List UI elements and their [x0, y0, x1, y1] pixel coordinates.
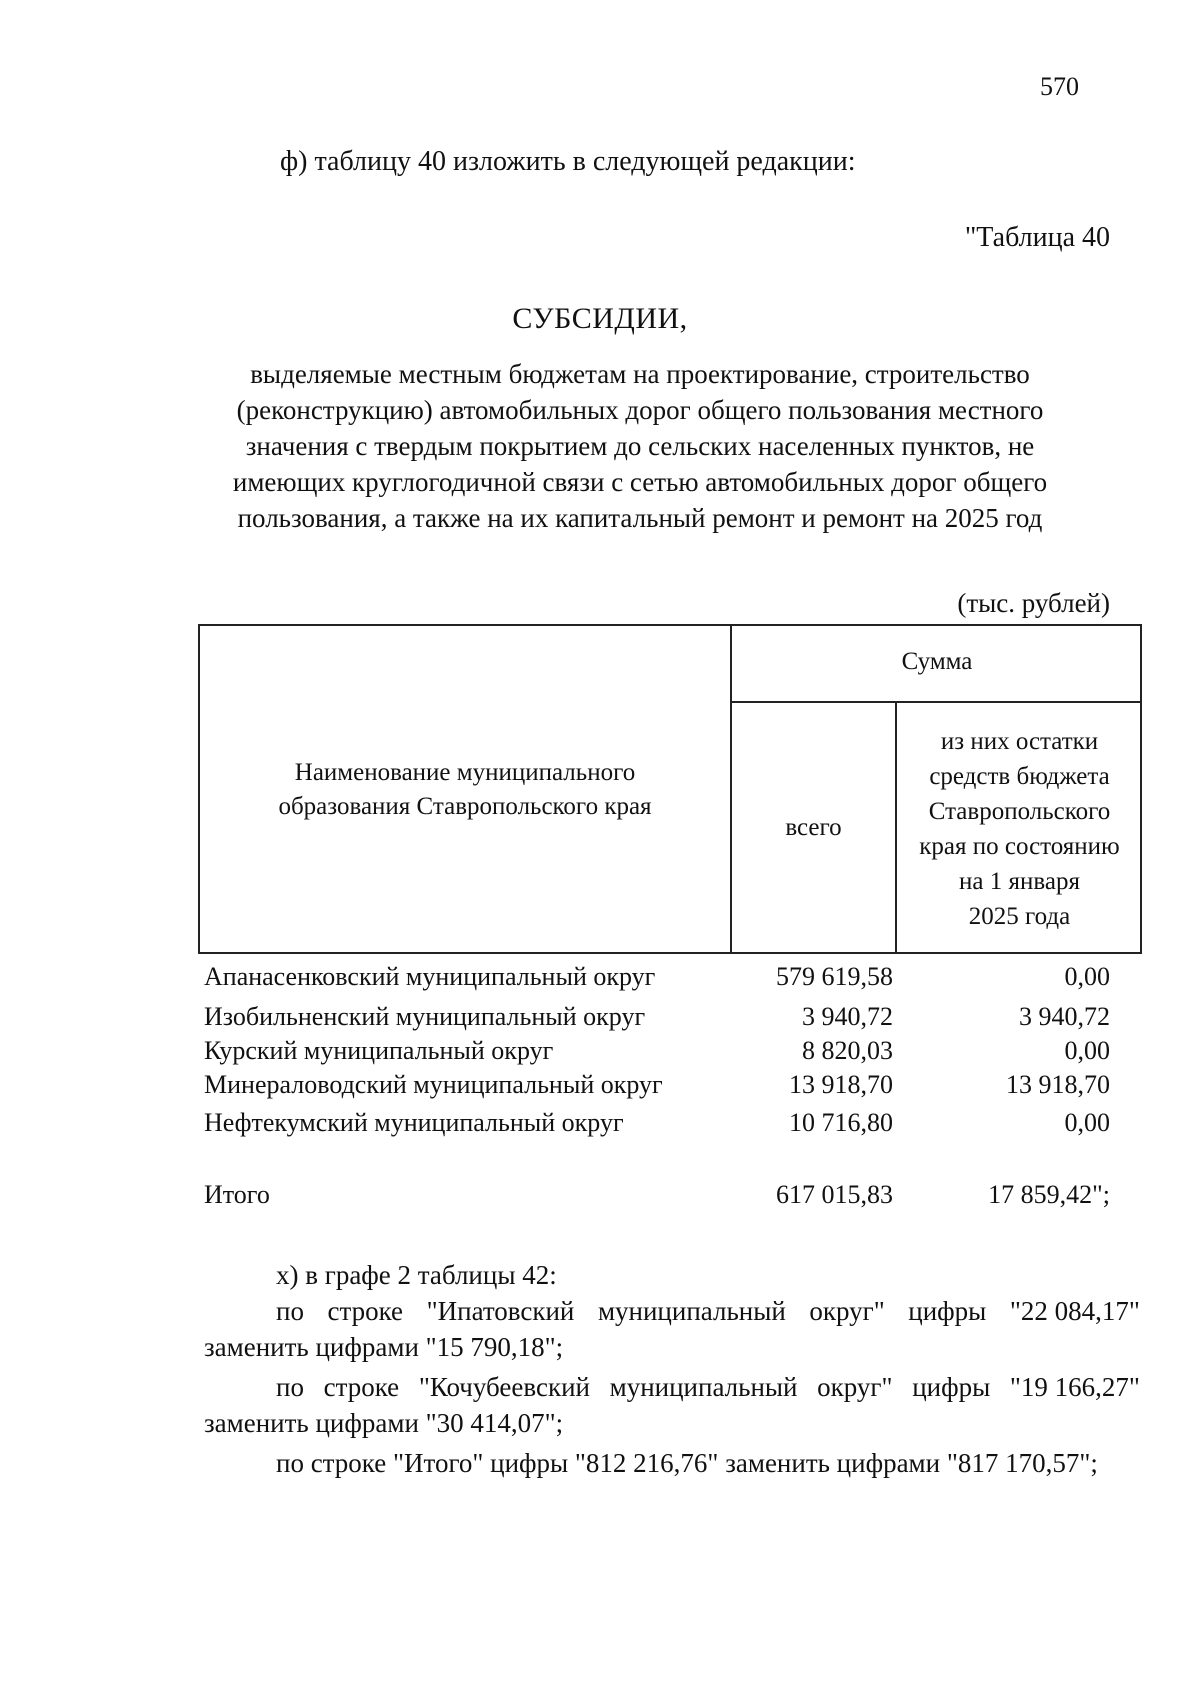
- units-label: (тыс. рублей): [957, 588, 1110, 618]
- row-total: 579 619,58: [776, 962, 893, 991]
- word: цифры: [912, 1372, 991, 1402]
- table-row: [0, 1002, 1200, 1036]
- subtitle-line: имеющих круглогодичной связи с сетью автомобильных дорог общего: [232, 467, 1048, 497]
- header-rest-column: [897, 724, 1142, 934]
- row-name: Изобильненский муниципальный округ: [204, 1002, 646, 1031]
- header-total-column: всего: [785, 814, 842, 841]
- table-row: [0, 1036, 1200, 1070]
- paragraph: х) в графе 2 таблицы 42:: [276, 1260, 557, 1290]
- document-title: СУБСИДИИ,: [512, 302, 688, 335]
- row-rest: 0,00: [1064, 1108, 1110, 1137]
- subtitle-line: пользования, а также на их капитальный ремонт и ремонт на 2025 год: [237, 503, 1043, 533]
- row-rest: 13 918,70: [1006, 1070, 1110, 1099]
- word: округ": [809, 1296, 885, 1326]
- page-number: 570: [1040, 72, 1079, 101]
- paragraph-continuation: заменить цифрами "15 790,18";: [204, 1332, 564, 1362]
- word: муниципальный: [597, 1296, 786, 1326]
- row-name: Апанасенковский муниципальный округ: [204, 962, 656, 991]
- intro-paragraph: ф) таблицу 40 изложить в следующей редакции:: [280, 146, 856, 177]
- word: по: [276, 1296, 304, 1326]
- document-subtitle: [150, 356, 1130, 536]
- word: строке: [327, 1296, 404, 1326]
- header-name-line: Наименование муниципального: [294, 759, 636, 786]
- header-rest-line: на 1 января: [959, 868, 1080, 895]
- header-name-column: [200, 756, 730, 824]
- subtitle-line: выделяемые местным бюджетам на проектирование, строительство: [250, 359, 1030, 389]
- word: "22 084,17": [1009, 1296, 1140, 1326]
- row-total: 10 716,80: [789, 1108, 893, 1137]
- row-name: Нефтекумский муниципальный округ: [204, 1108, 624, 1137]
- header-sum-column: Сумма: [901, 648, 973, 675]
- word: "Кочубеевский: [418, 1372, 590, 1402]
- header-rest-line: из них остатки: [940, 728, 1099, 755]
- subtitle-line: (реконструкцию) автомобильных дорог общего пользования местного: [236, 395, 1044, 425]
- paragraph-justified-line: [276, 1296, 1140, 1327]
- row-total: 13 918,70: [789, 1070, 893, 1099]
- header-rest-line: Ставропольского: [928, 798, 1111, 825]
- total-row-name: Итого: [204, 1180, 270, 1209]
- word: округ": [817, 1372, 893, 1402]
- table-total-row: [0, 1180, 1200, 1214]
- row-total: 3 940,72: [802, 1002, 893, 1031]
- word: "Ипатовский: [426, 1296, 575, 1326]
- row-rest: 0,00: [1064, 1036, 1110, 1065]
- header-rest-line: средств бюджета: [929, 763, 1110, 790]
- header-rest-line: края по состоянию: [919, 833, 1120, 860]
- word: цифры: [908, 1296, 987, 1326]
- row-name: Курский муниципальный округ: [204, 1036, 554, 1065]
- total-row-total: 617 015,83: [776, 1180, 893, 1209]
- word: муниципальный: [609, 1372, 798, 1402]
- row-name: Минераловодский муниципальный округ: [204, 1070, 663, 1099]
- total-row-rest: 17 859,42";: [988, 1180, 1110, 1209]
- row-total: 8 820,03: [802, 1036, 893, 1065]
- paragraph-continuation: заменить цифрами "30 414,07";: [204, 1408, 564, 1438]
- table-label: "Таблица 40: [964, 222, 1110, 253]
- header-name-line: образования Ставропольского края: [278, 793, 652, 820]
- row-rest: 0,00: [1064, 962, 1110, 991]
- word: строке: [323, 1372, 400, 1402]
- word: "19 166,27": [1009, 1372, 1140, 1402]
- subtitle-line: значения с твердым покрытием до сельских населенных пунктов, не: [245, 431, 1035, 461]
- paragraph-justified-line: [276, 1372, 1140, 1403]
- row-rest: 3 940,72: [1019, 1002, 1110, 1031]
- table-row: [0, 1108, 1200, 1142]
- table-row: [0, 962, 1200, 996]
- header-divider-horizontal: [730, 701, 1142, 703]
- header-rest-line: 2025 года: [968, 903, 1071, 930]
- word: по: [276, 1372, 304, 1402]
- paragraph: по строке "Итого" цифры "812 216,76" заменить цифрами "817 170,57";: [276, 1448, 1098, 1478]
- table-row: [0, 1070, 1200, 1104]
